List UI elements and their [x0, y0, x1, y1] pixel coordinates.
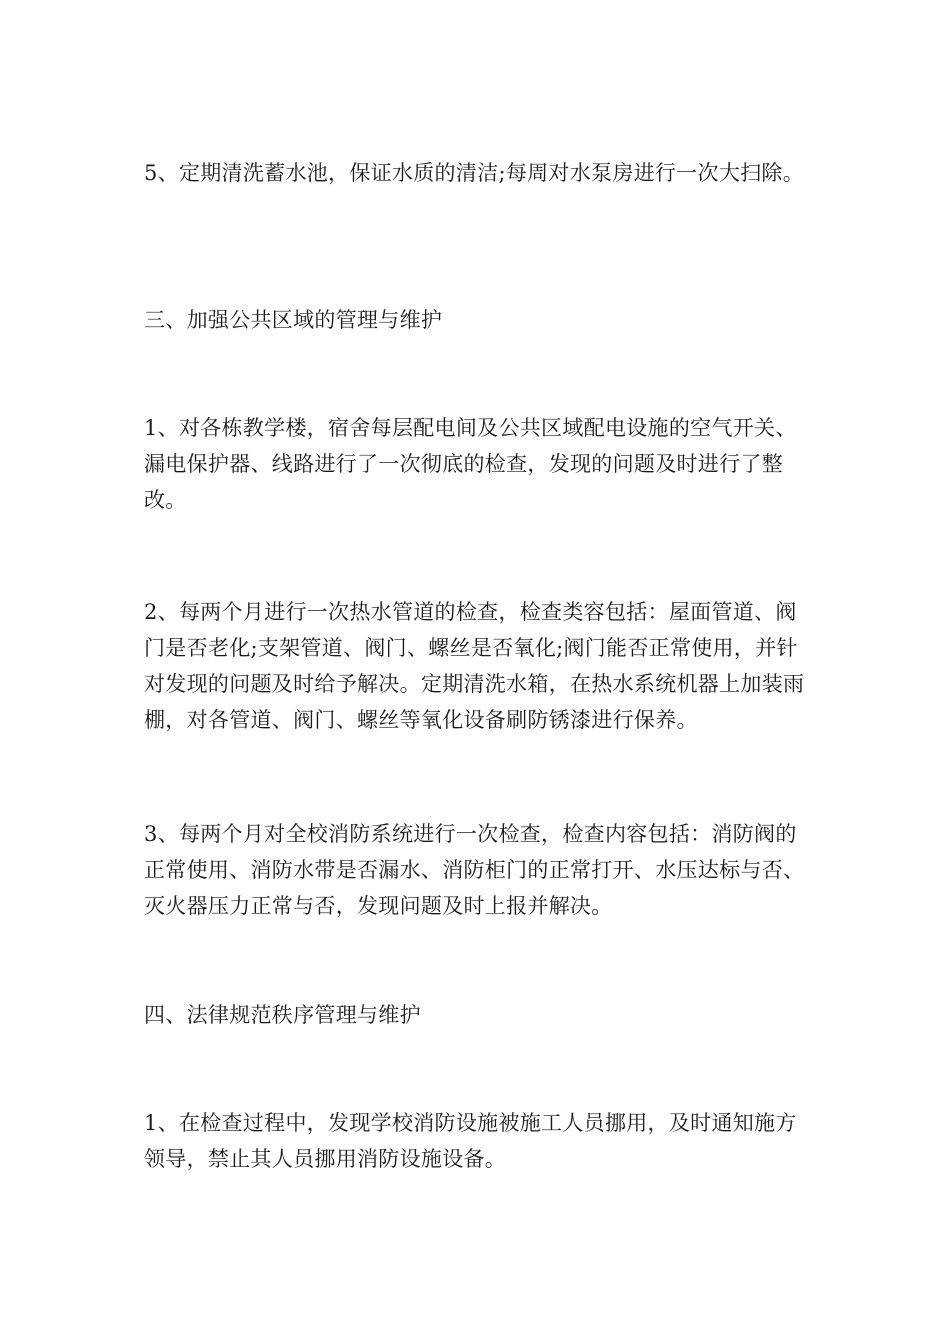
section-heading-order-management: 四、法律规范秩序管理与维护: [144, 1003, 421, 1027]
paragraph-item-2-hot-water-pipes: 2、每两个月进行一次热水管道的检查，检查类容包括：屋面管道、阀门是否老化;支架管道、阀门、螺丝是否氧化;阀门能否正常使用，并针对发现的问题及时给予解决。定期清洗水箱，在热水系统机器上加装雨棚，对各管道、阀门、螺丝等氧化设备刷防锈漆进行保养。: [144, 600, 805, 732]
paragraph-item-5-water-tank: 5、定期清洗蓄水池，保证水质的清洁;每周对水泵房进行一次大扫除。: [144, 161, 805, 185]
paragraph-item-3-fire-system: 3、每两个月对全校消防系统进行一次检查，检查内容包括：消防阀的正常使用、消防水带是否漏水、消防柜门的正常打开、水压达标与否、灭火器压力正常与否，发现问题及时上报并解决。: [144, 822, 805, 918]
section-heading-public-areas: 三、加强公共区域的管理与维护: [144, 308, 443, 332]
paragraph-item-1-electrical-inspection: 1、对各栋教学楼，宿舍每层配电间及公共区域配电设施的空气开关、漏电保护器、线路进行了一次彻底的检查，发现的问题及时进行了整改。: [144, 416, 797, 512]
paragraph-item-1-fire-facilities: 1、在检查过程中，发现学校消防设施被施工人员挪用，及时通知施方领导，禁止其人员挪用消防设施设备。: [144, 1111, 797, 1171]
